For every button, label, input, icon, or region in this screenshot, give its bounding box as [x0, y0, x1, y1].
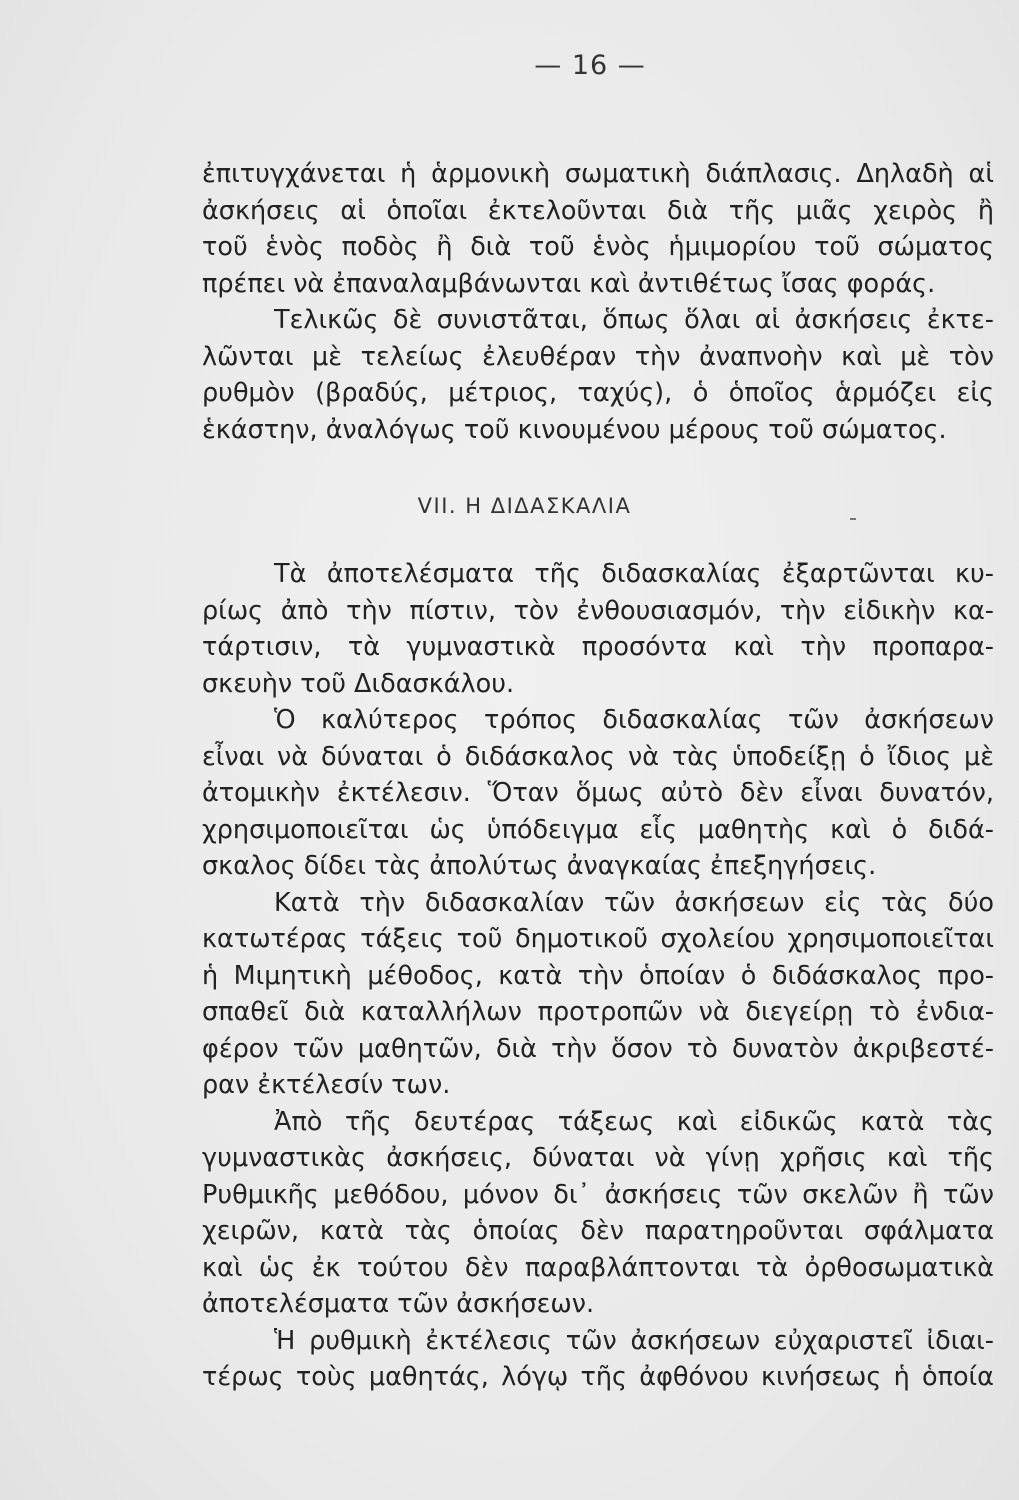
text-line: ἀποτελέσματα τῶν ἀσκήσεων. [202, 1289, 595, 1319]
text-line: φέρον τῶν μαθητῶν, διὰ τὴν ὅσον τὸ δυνατὸν ἀκριβεστέ- [202, 1033, 994, 1064]
text-line: Ρυθμικῆς μεθόδου, μόνον δι᾽ ἀσκήσεις τῶν σκελῶν ἢ τῶν [202, 1179, 994, 1210]
text-line: ρυθμὸν (βραδύς, μέτριος, ταχύς), ὁ ὁποῖος ἁρμόζει εἰς [202, 378, 994, 408]
text-line: ἑκάστην, ἀναλόγως τοῦ κινουμένου μέρους τοῦ σώματος. [202, 414, 947, 445]
text-line: Ἡ ρυθμικὴ ἐκτέλεσις τῶν ἀσκήσεων εὐχαριστεῖ ἰδιαι- [274, 1325, 994, 1356]
text-line: γυμναστικὰς ἀσκήσεις, δύναται νὰ γίνῃ χρῆσις καὶ τῆς [202, 1143, 994, 1173]
text-line: σκευὴν τοῦ Διδασκάλου. [202, 668, 515, 699]
text-line: τάρτισιν, τὰ γυμναστικὰ προσόντα καὶ τὴν προπαρα- [202, 632, 994, 662]
text-line: σκαλος δίδει τὰς ἀπολύτως ἀναγκαίας ἐπεξηγήσεις. [202, 851, 877, 881]
text-line: ἀσκήσεις αἱ ὁποῖαι ἐκτελοῦνται διὰ τῆς μιᾶς χειρὸς ἢ [202, 195, 994, 226]
text-line: λῶνται μὲ τελείως ἐλευθέραν τὴν ἀναπνοὴν καὶ μὲ τὸν [202, 341, 994, 372]
text-line: ἀτομικὴν ἐκτέλεσιν. Ὅταν ὅμως αὐτὸ δὲν εἶναι δυνατόν, [202, 778, 994, 808]
text-line: τέρως τοὺς μαθητάς, λόγῳ τῆς ἀφθόνου κινήσεως ἡ ὁποία [202, 1362, 994, 1392]
text-line: Ἀπὸ τῆς δευτέρας τάξεως καὶ εἰδικῶς κατὰ τὰς [274, 1106, 994, 1137]
text-line: χειρῶν, κατὰ τὰς ὁποίας δὲν παρατηροῦνται σφάλματα [202, 1216, 994, 1246]
text-line: σπαθεῖ διὰ καταλλήλων προτροπῶν νὰ διεγείρῃ τὸ ἐνδια- [202, 997, 994, 1027]
text-line: Τὰ ἀποτελέσματα τῆς διδασκαλίας ἐξαρτῶνται κυ- [274, 559, 994, 589]
text-line: ἡ Μιμητικὴ μέθοδος, κατὰ τὴν ὁποίαν ὁ διδάσκαλος προ- [202, 960, 994, 991]
text-line: ραν ἐκτέλεσίν των. [202, 1070, 451, 1100]
text-line: τοῦ ἑνὸς ποδὸς ἢ διὰ τοῦ ἑνὸς ἡμιμορίου τοῦ σώματος [202, 232, 994, 262]
text-line: Κατὰ τὴν διδασκαλίαν τῶν ἀσκήσεων εἰς τὰς δύο [274, 887, 994, 918]
paragraph-block-2 [202, 556, 994, 1396]
text-line: ἐπιτυγχάνεται ἡ ἁρμονικὴ σωματικὴ διάπλασις. Δηλαδὴ αἱ [202, 159, 994, 189]
section-heading: VII. Η ΔΙΔΑΣΚΑΛΙΑ [417, 494, 632, 518]
text-line: καὶ ὡς ἐκ τούτου δὲν παραβλάπτονται τὰ ὀρθοσωματικὰ [202, 1252, 994, 1283]
text-line: ρίως ἀπὸ τὴν πίστιν, τὸν ἐνθουσιασμόν, τὴν εἰδικὴν κα- [202, 595, 994, 626]
text-line: κατωτέρας τάξεις τοῦ δημοτικοῦ σχολείου χρησιμοποιεῖται [202, 924, 994, 954]
page-number: — 16 — [534, 50, 646, 81]
text-line: Ὁ καλύτερος τρόπος διδασκαλίας τῶν ἀσκήσεων [274, 705, 994, 735]
text-line: εἶναι νὰ δύναται ὁ διδάσκαλος νὰ τὰς ὑποδείξῃ ὁ ἴδιος μὲ [202, 741, 994, 772]
text-line: χρησιμοποιεῖται ὡς ὑπόδειγμα εἷς μαθητὴς καὶ ὁ διδά- [202, 814, 994, 845]
print-speck [850, 518, 856, 520]
text-line: πρέπει νὰ ἐπαναλαμβάνωνται καὶ ἀντιθέτως ἴσας φοράς. [202, 268, 936, 299]
text-line: Τελικῶς δὲ συνιστᾶται, ὅπως ὅλαι αἱ ἀσκήσεις ἐκτε- [274, 305, 994, 335]
paragraph-block-1 [202, 156, 994, 448]
